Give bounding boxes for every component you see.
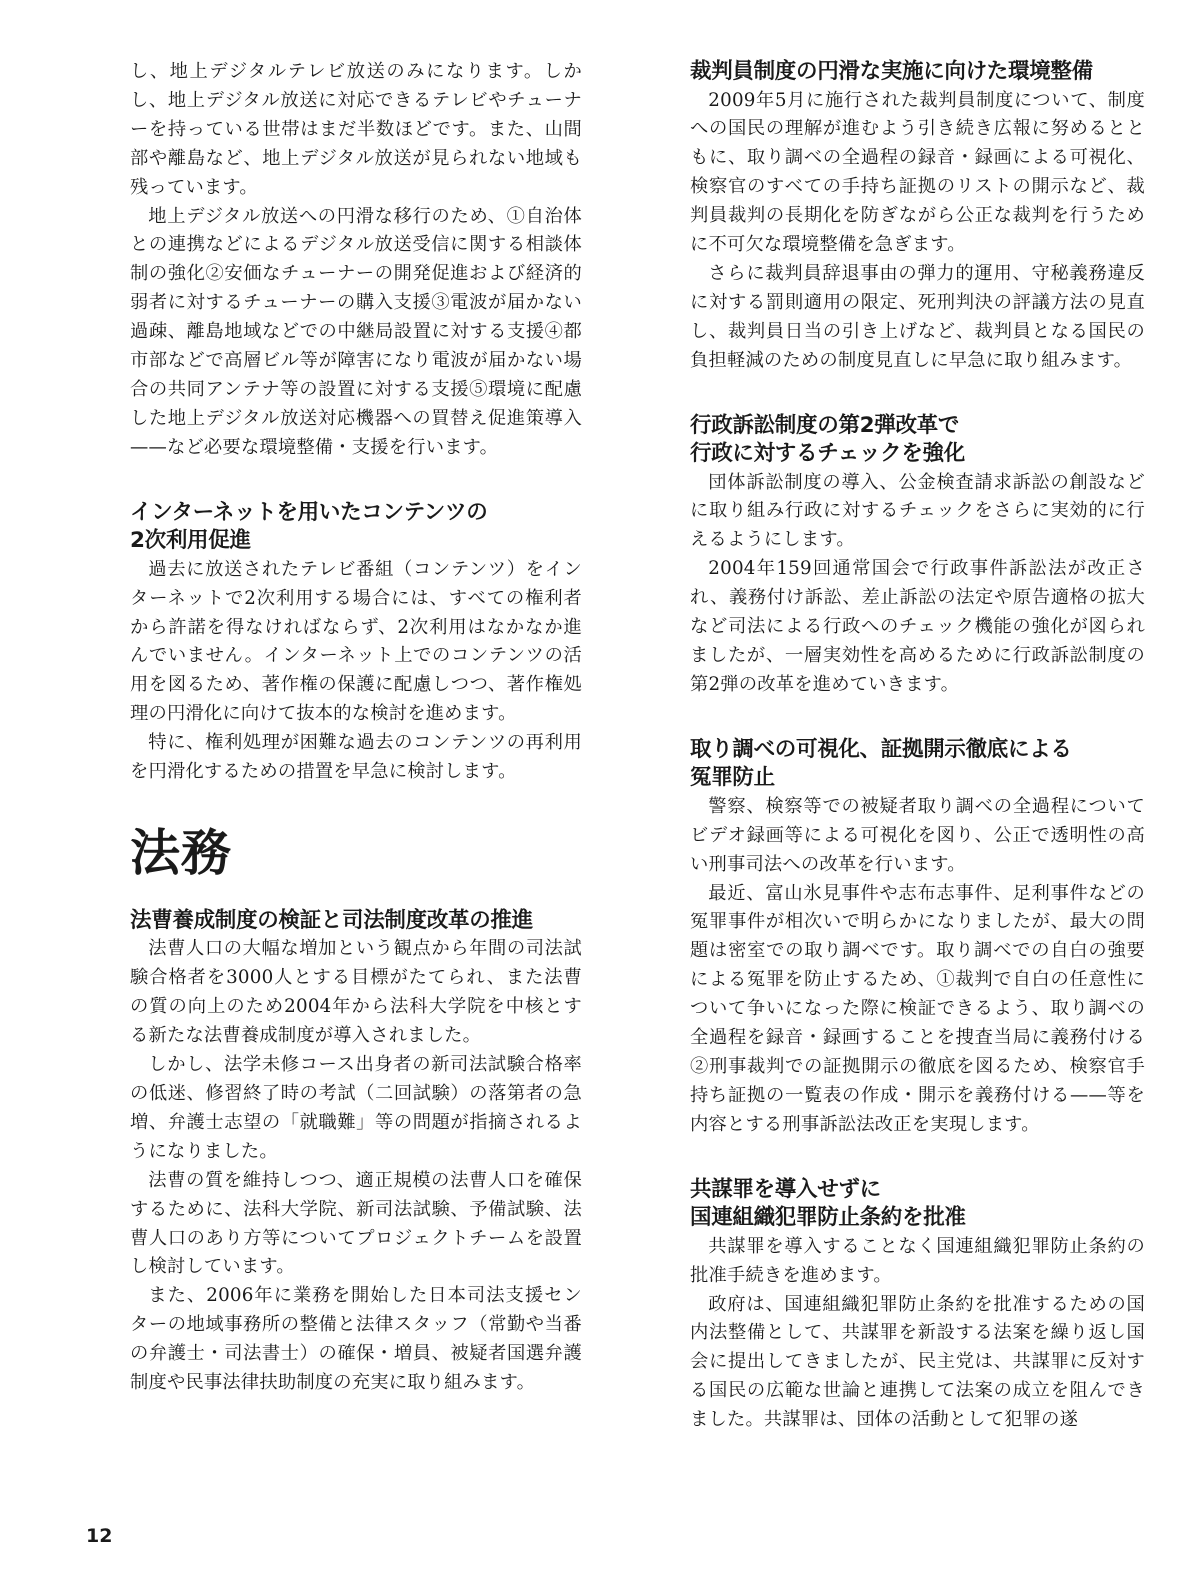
paragraph: 2009年5月に施行された裁判員制度について、制度への国民の理解が進むよう引き続き広報に努めるとともに、取り調べの全過程の録音・録画による可視化、検察官のすべての手持ち証拠のリストの開示など、裁判員裁判の長期化を防ぎながら公正な裁判を行うために不可欠な環境整備を急ぎます。: [690, 89, 1145, 256]
page-number: 12: [86, 1525, 113, 1547]
paragraph: 2004年159回通常国会で行政事件訴訟法が改正され、義務付け訴訟、差止訴訟の法定や原告適格の拡大など司法による行政へのチェック機能の強化が図られましたが、一層実効性を高めるために行政訴訟制度の第2弾の改革を進めていきます。: [690, 558, 1145, 695]
heading-line: 共謀罪を導入せずに: [690, 1176, 881, 1202]
section-heading-gyosei: [690, 412, 1145, 469]
paragraph: さらに裁判員辞退事由の弾力的運用、守秘義務違反に対する罰則適用の限定、死刑判決の評議方法の見直し、裁判員日当の引き上げなど、裁判員となる国民の負担軽減のための制度見直しに早急に取り組みます。: [690, 262, 1145, 371]
paragraph: 地上デジタル放送への円滑な移行のため、①自治体との連携などによるデジタル放送受信に関する相談体制の強化②安価なチューナーの開発促進および経済的弱者に対するチューナーの購入支援③電波が届かない過疎、離島地域などでの中継局設置に対する支援④都市部などで高層ビル等が障害になり電波が届かない場合の共同アンテナ等の設置に対する支援⑤環境に配慮した地上デジタル放送対応機器への買替え促進策導入——など必要な環境整備・支援を行います。: [130, 205, 582, 458]
chapter-title: 法務: [130, 823, 232, 882]
heading-line: インターネットを用いたコンテンツの: [130, 499, 488, 525]
paragraph: 団体訴訟制度の導入、公金検査請求訴訟の創設などに取り組み行政に対するチェックをさらに実効的に行えるようにします。: [690, 471, 1145, 551]
paragraph: また、2006年に業務を開始した日本司法支援センターの地域事務所の整備と法律スタッフ（常勤や当番の弁護士・司法書士）の確保・増員、被疑者国選弁護制度や民事法律扶助制度の充実に取り組みます。: [130, 1285, 582, 1394]
paragraph: 政府は、国連組織犯罪防止条約を批准するための国内法整備として、共謀罪を新設する法案を繰り返し国会に提出してきましたが、民主党は、共謀罪に反対する国民の広範な世論と連携して法案の成立を阻んできました。共謀罪は、団体の活動として犯罪の遂: [690, 1293, 1145, 1431]
heading-line: 取り調べの可視化、証拠開示徹底による: [690, 736, 1072, 762]
paragraph: 警察、検察等での被疑者取り調べの全過程についてビデオ録画等による可視化を図り、公正で透明性の高い刑事司法への改革を行います。: [690, 795, 1145, 875]
heading-line: 2次利用促進: [130, 528, 251, 554]
paragraph: 最近、富山氷見事件や志布志事件、足利事件などの冤罪事件が相次いで明らかになりましたが、最大の問題は密室での取り調べです。取り調べでの自白の強要による冤罪を防止するため、①裁判で自白の任意性について争いになった際に検証できるよう、取り調べの全過程を録音・録画することを捜査当局に義務付ける②刑事裁判での証拠開示の徹底を図るため、検察官手持ち証拠の一覧表の作成・開示を義務付ける——等を内容とする刑事訴訟法改正を実現します。: [690, 882, 1145, 1135]
heading-line: 行政訴訟制度の第2弾改革で: [690, 412, 960, 438]
paragraph: 共謀罪を導入することなく国連組織犯罪防止条約の批准手続きを進めます。: [690, 1235, 1145, 1286]
left-column: [130, 58, 582, 1398]
paragraph: 特に、権利処理が困難な過去のコンテンツの再利用を円滑化するための措置を早急に検討します。: [130, 732, 582, 783]
heading-line: 冤罪防止: [690, 765, 775, 791]
paragraph: 法曹人口の大幅な増加という観点から年間の司法試験合格者を3000人とする目標がたてられ、また法曹の質の向上のため2004年から法科大学院を中核とする新たな法曹養成制度が導入されました。: [130, 938, 582, 1047]
heading-line: 行政に対するチェックを強化: [690, 441, 965, 467]
section-heading-torishirabe: [690, 736, 1145, 793]
heading-line: 国連組織犯罪防止条約を批准: [690, 1205, 966, 1231]
paragraph: 過去に放送されたテレビ番組（コンテンツ）をインターネットで2次利用する場合には、すべての権利者から許諾を得なければならず、2次利用はなかなか進んでいません。インターネット上でのコンテンツの活用を図るため、著作権の保護に配慮しつつ、著作権処理の円滑化に向けて抜本的な検討を進めます。: [130, 558, 582, 725]
paragraph: 法曹の質を維持しつつ、適正規模の法曹人口を確保するために、法科大学院、新司法試験、予備試験、法曹人口のあり方等についてプロジェクトチームを設置し検討しています。: [130, 1169, 582, 1278]
paragraph: し、地上デジタルテレビ放送のみになります。しかし、地上デジタル放送に対応できるテレビやチューナーを持っている世帯はまだ半数ほどです。また、山間部や離島など、地上デジタル放送が見られない地域も残っています。: [130, 61, 582, 198]
section-heading-internet: [130, 499, 582, 556]
section-heading-saiban: 裁判員制度の円滑な実施に向けた環境整備: [690, 59, 1093, 84]
section-heading-legal-training: 法曹養成制度の検証と司法制度改革の推進: [130, 907, 533, 933]
paragraph: しかし、法学未修コース出身者の新司法試験合格率の低迷、修習終了時の考試（二回試験）の落第者の急増、弁護士志望の「就職難」等の問題が指摘されるようになりました。: [130, 1054, 582, 1162]
section-heading-kyobo: [690, 1176, 1145, 1233]
right-column: [690, 58, 1145, 1435]
